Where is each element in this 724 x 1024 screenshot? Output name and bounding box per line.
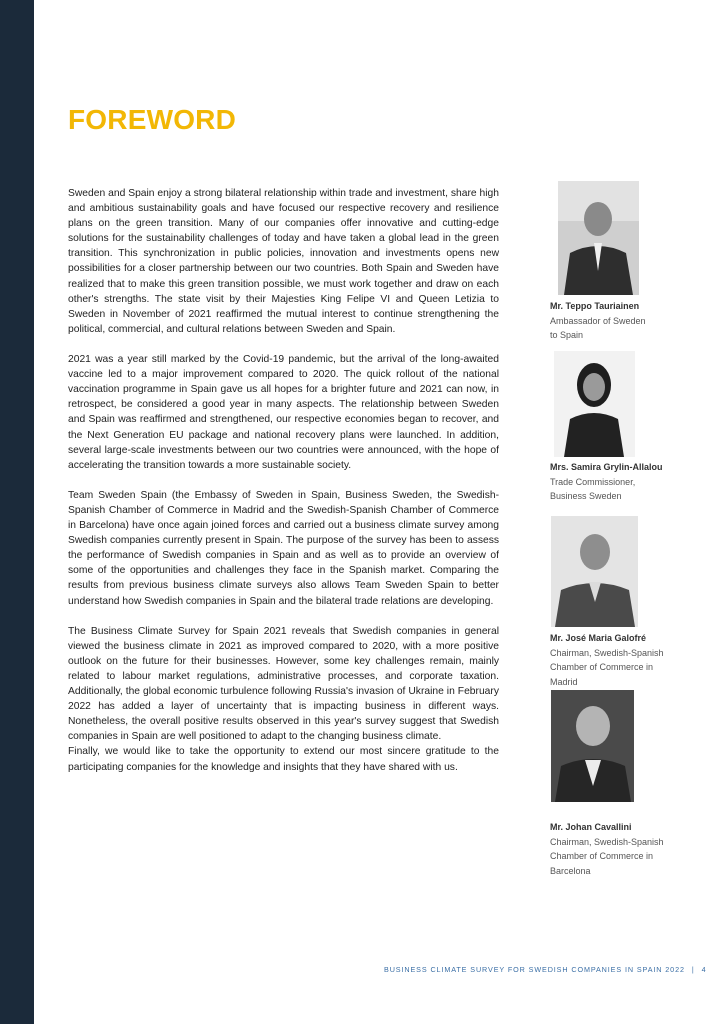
person-4-role-line-2: Chamber of Commerce in (550, 851, 654, 862)
person-4 (550, 820, 700, 878)
portrait-4-silhouette (551, 690, 634, 802)
paragraph-3: Team Sweden Spain (the Embassy of Sweden in Spain, Business Sweden, the Swedish-Spanish Chamber of Commerce in Madrid and the Swedish-Spanish Chamber of Commerce in Barcelona) have once again joined forces and carried out a business climate survey among Swedish companies currently present in Spain. The purpose of the survey has been to assess the performance of Swedish companies in Spain and as well as to provide an overview of some of the opportunities and challenges they face in the Spanish market. Comparing the results from previous business climate surveys also allows Team Sweden Spain to better understand how Swedish companies in Spain and the bilateral trade relations are developing. (68, 489, 499, 607)
portrait-photo-3 (551, 516, 638, 627)
person-3-name: Mr. José Maria Galofré (550, 633, 647, 643)
page-title: FOREWORD (68, 104, 237, 135)
portrait-2-silhouette (554, 351, 635, 457)
foreword-body (68, 186, 499, 775)
portrait-photo-1 (558, 181, 639, 295)
footer-title: BUSINESS CLIMATE SURVEY FOR SWEDISH COMPANIES IN SPAIN 2022 (384, 965, 685, 974)
portrait-photo-4 (551, 690, 634, 802)
portrait-3-silhouette (551, 516, 638, 627)
person-4-name: Mr. Johan Cavallini (550, 822, 632, 832)
paragraph-1: Sweden and Spain enjoy a strong bilateral relationship within trade and investment, share high and ambitious sustainability goals and have focused our respective recovery and resilience plans on the green transition. Many of our companies offer innovative and cutting-edge solutions for the sustainability challenges of today and have taken a global lead in the green transition. This synchronization in public policies, innovation and investments opens new possibilities for a closer partnership between our two countries. Both Spain and Sweden have realized that to make this green transition possible, we must work together and draw on each other's strengths. The state visit by their Majesties King Felipe VI and Queen Letizia to Sweden in November of 2021 reaffirmed the mutual interest to continue strengthening the political, commercial, and cultural relations between Sweden and Spain. (68, 188, 499, 335)
person-1-role-line-2: to Spain (550, 330, 584, 341)
person-1-role-line-1: Ambassador of Sweden (550, 315, 646, 326)
person-2-role-line-1: Trade Commissioner, (550, 476, 636, 487)
person-3 (550, 631, 700, 689)
paragraph-4: The Business Climate Survey for Spain 2021 reveals that Swedish companies in general viewed the business climate in 2021 as improved compared to 2020, with a more positive outlook on the future for their businesses. However, some key challenges remain, mainly related to labour market regulations, administrative processes, and corporate taxation. Additionally, the global economic turbulence following Russia's invasion of Ukraine in February 2022 has added a layer of uncertainty that is impacting business in different ways. Nonetheless, the overall positive results observed in this year's survey suggest that Swedish companies in Spain are well positioned to adapt to the changing business climate. (68, 625, 499, 743)
left-side-bar (0, 0, 34, 1024)
person-4-role-line-1: Chairman, Swedish-Spanish (550, 836, 664, 847)
footer-separator: | (691, 965, 695, 974)
person-2 (550, 460, 700, 504)
person-3-role-line-2: Chamber of Commerce in (550, 662, 654, 673)
person-1 (550, 299, 700, 343)
paragraph-2: 2021 was a year still marked by the Covid-19 pandemic, but the arrival of the long-awaited vaccine led to a major improvement compared to 2020. The quick rollout of the national vaccination programme in Spain gave us all hopes for a brighter future and 2021 can now, in retrospect, be considered a good year in many aspects. The relationship between Sweden and Spain was reaffirmed and strengthened, our respective economies began to recover, and the Next Generation EU package and national recovery plans were launched. In addition, several large-scale investments between our two countries were announced, with the hope of accelerating the transition towards a more sustainable society. (68, 354, 499, 471)
portrait-photo-2 (554, 351, 635, 457)
person-1-name: Mr. Teppo Tauriainen (550, 301, 640, 311)
person-4-role-line-3: Barcelona (550, 865, 591, 876)
person-2-role-line-2: Business Sweden (550, 491, 622, 502)
person-2-name: Mrs. Samira Grylin-Allalou (550, 462, 663, 472)
person-3-role-line-1: Chairman, Swedish-Spanish (550, 647, 664, 658)
page-number: 4 (701, 965, 707, 974)
portrait-1-silhouette (558, 181, 639, 295)
person-3-role-line-3: Madrid (550, 676, 578, 687)
page-footer (384, 965, 707, 974)
paragraph-5: Finally, we would like to take the opportunity to extend our most sincere gratitude to the participating companies for the knowledge and insights that they have shared with us. (68, 746, 499, 773)
